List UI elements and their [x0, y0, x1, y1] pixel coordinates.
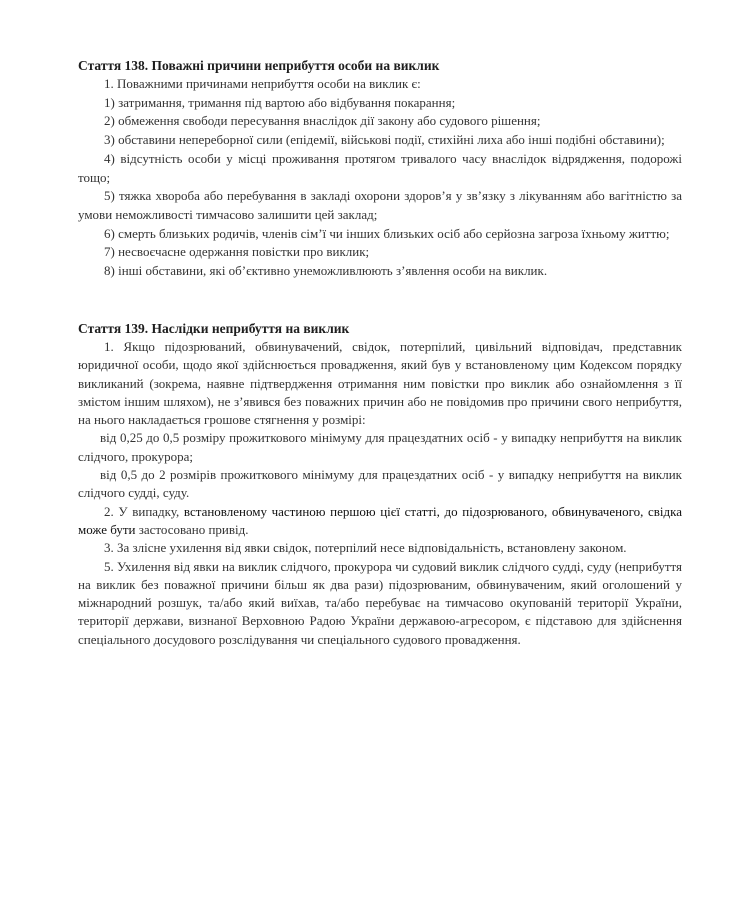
article-138	[78, 57, 682, 281]
article-139-title: Стаття 139. Наслідки неприбуття на виклик	[78, 321, 350, 336]
article-139	[78, 320, 682, 649]
article-139-paragraph-2-end: застосовано привід.	[135, 521, 249, 537]
article-138-item-intro: 1. Поважними причинами неприбуття особи на виклик є:	[104, 76, 421, 91]
article-138-item-7: 7) несвоєчасне одержання повістки про виклик;	[104, 244, 370, 260]
article-138-item-4: 4) відсутність особи у місці проживання протягом тривалого часу внаслідок відрядження, подорожі тощо;	[78, 150, 682, 185]
article-138-item-2: 2) обмеження свободи пересування внаслідок дії закону або судового рішення;	[104, 113, 541, 129]
article-139-paragraph-2-start: 2. У випадку,	[104, 503, 184, 519]
article-138-title: Стаття 138. Поважні причини неприбуття особи на виклик	[78, 58, 440, 73]
article-139-paragraph-3: 3. За злісне ухилення від явки свідок, потерпілий несе відповідальність, встановлену законом.	[104, 540, 627, 556]
article-138-item-1: 1) затримання, тримання під вартою або відбування покарання;	[104, 94, 456, 110]
article-139-paragraph-5: 5. Ухилення від явки на виклик слідчого, прокурора чи судовий виклик слідчого судді, суду (неприбуття на виклик без поважної причини більш як два рази) підозрюваним, обвинуваченим, який оголошений у міжнародний розшук, та/або який виїхав, та/або перебуває на тимчасово окупованій території України, території держави, визнаної Верховною Радою України державою-агресором, є підставою для здійснення спеціального досудового розслідування чи спеціального судового провадження.	[78, 558, 682, 647]
article-138-item-5: 5) тяжка хвороба або перебування в закладі охорони здоров’я у зв’язку з лікуванням або вагітністю за умови неможливості тимчасово залишити цей заклад;	[78, 188, 682, 222]
article-139-paragraph-1a: від 0,25 до 0,5 розміру прожиткового мінімуму для працездатних осіб - у випадку неприбуття на виклик слідчого, прокурора;	[78, 430, 682, 464]
article-138-item-8: 8) інші обставини, які об’єктивно унеможливлюють з’явлення особи на виклик.	[104, 263, 548, 279]
article-139-paragraph-1: 1. Якщо підозрюваний, обвинувачений, свідок, потерпілий, цивільний відповідач, представник юридичної особи, щодо якої здійснюється провадження, який був у встановленому цим Кодексом порядку викликаний (зокрема, наявне підтвердження отримання ним повістки про виклик або ознайомлення з її змістом іншим шляхом), не з’явився без поважних причин або не повідомив про причини свого неприбуття, на нього накладається грошове стягнення у розмірі:	[78, 339, 682, 428]
article-138-item-3: 3) обставини непереборної сили (епідемії, військові події, стихійні лиха або інші подібні обставини);	[104, 132, 665, 148]
article-139-paragraph-2-emphasis: встановленому частиною першою цієї статті, до підозрюваного, обвинуваченого, свідка може бути	[78, 503, 682, 537]
article-139-paragraph-1b: від 0,5 до 2 розмірів прожиткового мінімуму для працездатних осіб - у випадку неприбуття на виклик слідчого судді, суду.	[78, 467, 682, 501]
article-139-paragraph-2	[78, 503, 682, 540]
article-138-item-6: 6) смерть близьких родичів, членів сім’ї чи інших близьких осіб або серйозна загроза їхньому життю;	[104, 225, 670, 241]
